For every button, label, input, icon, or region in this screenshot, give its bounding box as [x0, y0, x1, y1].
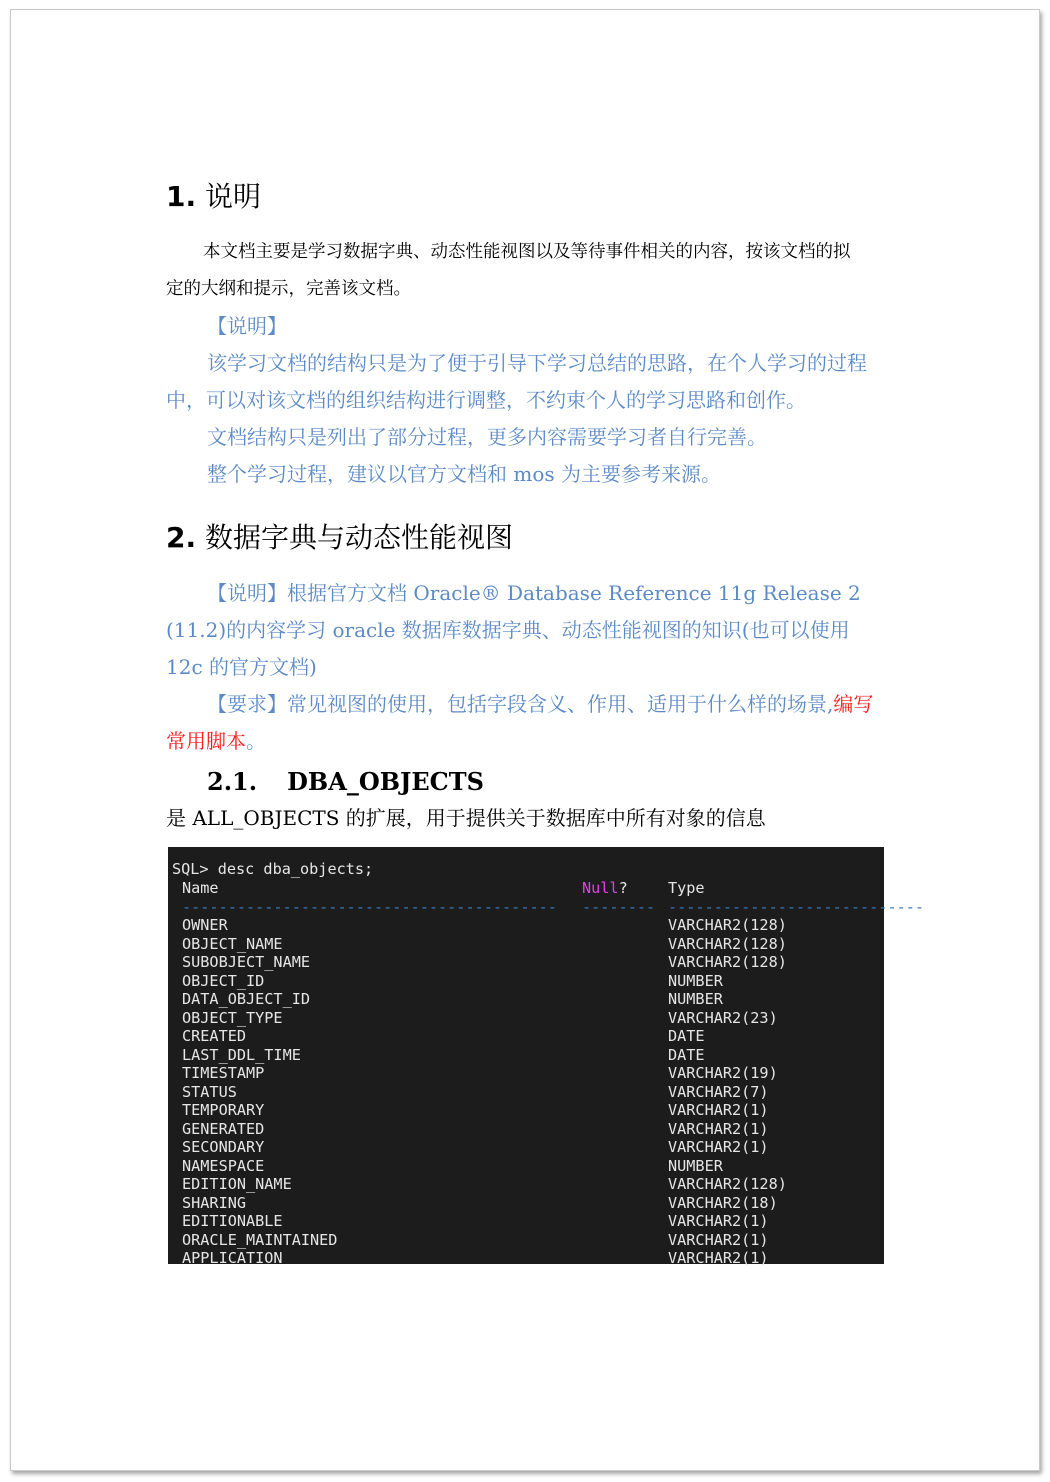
section-1-number: 1. [166, 180, 197, 213]
intro-paragraph [166, 234, 882, 308]
column-name: ORACLE_MAINTAINED [182, 1230, 338, 1249]
column-type: VARCHAR2(1) [668, 1101, 769, 1119]
column-type: DATE [668, 1027, 705, 1045]
dash-type: ---------------------------- [668, 898, 925, 916]
column-type: VARCHAR2(1) [668, 1249, 769, 1267]
terminal-command: SQL> desc dba_objects; [172, 860, 374, 878]
column-type: VARCHAR2(128) [668, 953, 787, 971]
column-name: EDITIONABLE [182, 1212, 283, 1230]
column-type: VARCHAR2(128) [668, 916, 787, 934]
column-type: VARCHAR2(1) [668, 1230, 769, 1249]
column-name: SUBOBJECT_NAME [182, 953, 311, 971]
column-type: VARCHAR2(7) [668, 1082, 769, 1101]
column-name: STATUS [182, 1082, 237, 1101]
dash-null: -------- [582, 898, 656, 916]
column-type: DATE [668, 1045, 705, 1064]
column-type: VARCHAR2(19) [668, 1064, 778, 1082]
note-paragraph-2: 文档结构只是列出了部分过程，更多内容需要学习者自行完善。 [207, 425, 767, 449]
column-name: APPLICATION [182, 1249, 283, 1267]
column-type: VARCHAR2(1) [668, 1212, 769, 1230]
section-2-body [166, 575, 882, 760]
note-paragraph-3: 整个学习过程，建议以官方文档和 mos 为主要参考来源。 [207, 462, 721, 486]
header-name: Name [182, 879, 219, 897]
requirement-end: 。 [246, 729, 266, 753]
column-name: LAST_DDL_TIME [182, 1045, 301, 1064]
section-2-heading [166, 522, 882, 554]
column-type: VARCHAR2(18) [668, 1193, 778, 1212]
column-type: VARCHAR2(1) [668, 1138, 769, 1156]
note-label: 【说明】 [207, 314, 287, 338]
column-type: VARCHAR2(23) [668, 1008, 778, 1027]
header-type: Type [668, 879, 705, 897]
section-2-title: 数据字典与动态性能视图 [205, 521, 514, 554]
dash-name: ----------------------------------------- [182, 898, 557, 916]
section-2-1-heading [166, 767, 923, 797]
section-2-1-number: 2.1. [207, 767, 258, 796]
note-paragraph-1: 该学习文档的结构只是为了便于引导下学习总结的思路，在个人学习的过程中，可以对该文档的组织结构进行调整，不约束个人的学习思路和创作。 [166, 351, 867, 412]
intro-line-2: 定的大纲和提示，完善该文档。 [166, 279, 411, 299]
column-name: TEMPORARY [182, 1101, 265, 1119]
column-type: NUMBER [668, 1156, 723, 1175]
column-name: OBJECT_NAME [182, 934, 283, 953]
sql-terminal-screenshot [168, 847, 925, 1267]
column-name: GENERATED [182, 1119, 265, 1138]
column-name: TIMESTAMP [182, 1064, 265, 1082]
column-name: OWNER [182, 916, 228, 934]
section-2-note: 【说明】根据官方文档 Oracle® Database Reference 11g Release 2 (11.2)的内容学习 oracle 数据库数据字典、动态性能视图的知识(也可以使用 12c 的官方文档) [166, 581, 861, 679]
column-name: OBJECT_ID [182, 971, 265, 990]
header-null-question: ? [618, 879, 628, 897]
column-name: DATA_OBJECT_ID [182, 990, 311, 1008]
column-name: NAMESPACE [182, 1156, 265, 1175]
section-2-1-title: DBA_OBJECTS [287, 767, 484, 796]
column-type: VARCHAR2(128) [668, 1175, 787, 1193]
column-type: NUMBER [668, 971, 723, 990]
header-null [582, 879, 628, 898]
column-name: EDITION_NAME [182, 1175, 292, 1193]
header-null-label: Null [582, 879, 619, 897]
section-1-title: 说明 [205, 180, 262, 213]
column-name: SHARING [182, 1193, 247, 1212]
section-2-number: 2. [166, 521, 197, 554]
column-type: NUMBER [668, 990, 723, 1008]
requirement-highlight: 编写常用脚本 [166, 692, 874, 753]
intro-line-1: 本文档主要是学习数据字典、动态性能视图以及等待事件相关的内容，按该文档的拟 [203, 242, 851, 262]
column-name: CREATED [182, 1027, 247, 1045]
section-1-heading [166, 181, 882, 213]
column-type: VARCHAR2(1) [668, 1119, 769, 1138]
column-name: OBJECT_TYPE [182, 1008, 283, 1027]
note-block [166, 308, 882, 493]
column-name: SECONDARY [182, 1138, 265, 1156]
section-2-requirement [166, 686, 882, 760]
column-type: VARCHAR2(128) [668, 934, 787, 953]
section-2-1-description: 是 ALL_OBJECTS 的扩展，用于提供关于数据库中所有对象的信息 [166, 806, 766, 830]
requirement-text: 【要求】常见视图的使用，包括字段含义、作用、适用于什么样的场景, [207, 692, 834, 716]
